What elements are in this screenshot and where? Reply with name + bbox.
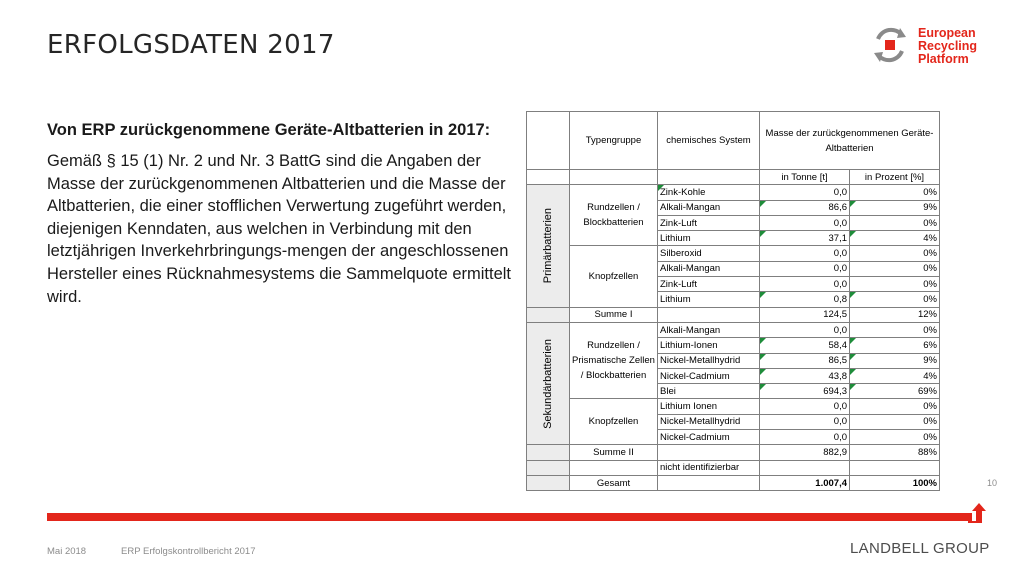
total-tonne: 1.007,4 <box>760 475 850 490</box>
empty-cell <box>527 460 570 475</box>
empty-cell <box>527 307 570 322</box>
primary-group-1: Rundzellen / Blockbatterien <box>570 185 658 246</box>
prozent-cell: 0% <box>850 185 940 200</box>
corner-cell <box>527 112 570 170</box>
recycling-arrows-icon <box>870 25 910 65</box>
system-cell: Nickel-Cadmium <box>658 368 760 383</box>
total-prozent: 100% <box>850 475 940 490</box>
tonne-cell: 0,0 <box>760 246 850 261</box>
header-prozent: in Prozent [%] <box>850 170 940 185</box>
table-row <box>527 185 940 200</box>
tonne-cell: 0,0 <box>760 215 850 230</box>
primary-label-cell <box>527 185 570 307</box>
prozent-cell: 9% <box>850 200 940 215</box>
table-row <box>527 399 940 414</box>
lead-heading: Von ERP zurückgenommene Geräte-Altbatterien in 2017: <box>47 121 491 139</box>
tonne-cell: 0,8 <box>760 292 850 307</box>
table-subheader-row <box>527 170 940 185</box>
system-cell: Alkali-Mangan <box>658 200 760 215</box>
prozent-cell: 0% <box>850 399 940 414</box>
system-cell: Zink-Kohle <box>658 185 760 200</box>
table-row <box>527 322 940 337</box>
header-chemisches-system: chemisches System <box>658 112 760 170</box>
tonne-cell: 58,4 <box>760 338 850 353</box>
body-paragraph: Gemäß § 15 (1) Nr. 2 und Nr. 3 BattG sind die Angaben der Masse der zurückgenommenen Altbatterien und die Masse der Altbatterien, die einer stofflichen Verwertung zugeführt werden, diejenigen Kenndaten, aus welchen in Verbindung mit den letztjährigen Inverkehrbringungs-mengen der angeschlossenen Hersteller eines Rücknahmesystems die Sammelquote ermittelt wird. <box>47 152 512 306</box>
tonne-cell: 86,5 <box>760 353 850 368</box>
tonne-cell: 0,0 <box>760 185 850 200</box>
empty-cell <box>850 460 940 475</box>
logo-line-3: Platform <box>918 52 969 66</box>
empty-cell <box>658 170 760 185</box>
unidentified-label: nicht identifizierbar <box>658 460 760 475</box>
logo-line-1: European <box>918 26 976 40</box>
prozent-cell: 0% <box>850 430 940 445</box>
prozent-cell: 0% <box>850 246 940 261</box>
battery-data-table <box>526 111 940 491</box>
system-cell: Alkali-Mangan <box>658 261 760 276</box>
erp-logo <box>870 25 1000 71</box>
prozent-cell: 9% <box>850 353 940 368</box>
total-label: Gesamt <box>570 475 658 490</box>
header-tonne: in Tonne [t] <box>760 170 850 185</box>
sum-row <box>527 307 940 322</box>
prozent-cell: 0% <box>850 277 940 292</box>
system-cell: Lithium Ionen <box>658 399 760 414</box>
sum-tonne: 124,5 <box>760 307 850 322</box>
sum-label: Summe I <box>570 307 658 322</box>
tonne-cell: 694,3 <box>760 384 850 399</box>
tonne-cell: 0,0 <box>760 277 850 292</box>
slide-title: ERFOLGSDATEN 2017 <box>47 30 335 60</box>
system-cell: Nickel-Cadmium <box>658 430 760 445</box>
prozent-cell: 4% <box>850 231 940 246</box>
sum-label: Summe II <box>570 445 658 460</box>
sum-prozent: 12% <box>850 307 940 322</box>
prozent-cell: 0% <box>850 292 940 307</box>
system-cell: Nickel-Metallhydrid <box>658 414 760 429</box>
prozent-cell: 4% <box>850 368 940 383</box>
logo-wordmark <box>918 27 977 66</box>
tonne-cell: 0,0 <box>760 414 850 429</box>
prozent-cell: 0% <box>850 322 940 337</box>
primary-label: Primärbatterien <box>541 208 554 284</box>
empty-cell <box>658 475 760 490</box>
prozent-cell: 0% <box>850 261 940 276</box>
secondary-label: Sekundärbatterien <box>541 338 554 429</box>
sum-tonne: 882,9 <box>760 445 850 460</box>
empty-cell <box>570 170 658 185</box>
footer-date: Mai 2018 <box>47 546 87 557</box>
system-cell: Silberoxid <box>658 246 760 261</box>
sum-prozent: 88% <box>850 445 940 460</box>
tonne-cell: 86,6 <box>760 200 850 215</box>
system-cell: Lithium-Ionen <box>658 338 760 353</box>
tonne-cell: 0,0 <box>760 322 850 337</box>
logo-line-2: Recycling <box>918 39 978 53</box>
empty-cell <box>760 460 850 475</box>
system-cell: Nickel-Metallhydrid <box>658 353 760 368</box>
sum-row <box>527 445 940 460</box>
red-accent-bar <box>47 513 972 521</box>
tonne-cell: 37,1 <box>760 231 850 246</box>
tonne-cell: 0,0 <box>760 430 850 445</box>
empty-cell <box>658 307 760 322</box>
system-cell: Lithium <box>658 292 760 307</box>
primary-group-2: Knopfzellen <box>570 246 658 307</box>
tonne-cell: 0,0 <box>760 399 850 414</box>
unidentified-row <box>527 460 940 475</box>
landbell-group-logo: LANDBELL GROUP <box>850 540 990 557</box>
secondary-label-cell <box>527 322 570 444</box>
up-arrow-icon <box>966 502 988 524</box>
footer-report-title: ERP Erfolgskontrollbericht 2017 <box>121 546 256 557</box>
tonne-cell: 0,0 <box>760 261 850 276</box>
prozent-cell: 6% <box>850 338 940 353</box>
empty-cell <box>658 445 760 460</box>
empty-cell <box>527 445 570 460</box>
system-cell: Blei <box>658 384 760 399</box>
system-cell: Alkali-Mangan <box>658 322 760 337</box>
empty-cell <box>527 170 570 185</box>
prozent-cell: 69% <box>850 384 940 399</box>
empty-cell <box>570 460 658 475</box>
secondary-group-1: Rundzellen / Prismatische Zellen / Blockbatterien <box>570 322 658 398</box>
empty-cell <box>527 475 570 490</box>
system-cell: Zink-Luft <box>658 215 760 230</box>
system-cell: Zink-Luft <box>658 277 760 292</box>
system-cell: Lithium <box>658 231 760 246</box>
prozent-cell: 0% <box>850 414 940 429</box>
secondary-group-2: Knopfzellen <box>570 399 658 445</box>
table-header-row <box>527 112 940 170</box>
header-typengruppe: Typengruppe <box>570 112 658 170</box>
page-number: 10 <box>987 478 998 488</box>
header-masse: Masse der zurückgenommenen Geräte-Altbatterien <box>760 112 940 170</box>
tonne-cell: 43,8 <box>760 368 850 383</box>
table-row <box>527 246 940 261</box>
prozent-cell: 0% <box>850 215 940 230</box>
total-row <box>527 475 940 490</box>
